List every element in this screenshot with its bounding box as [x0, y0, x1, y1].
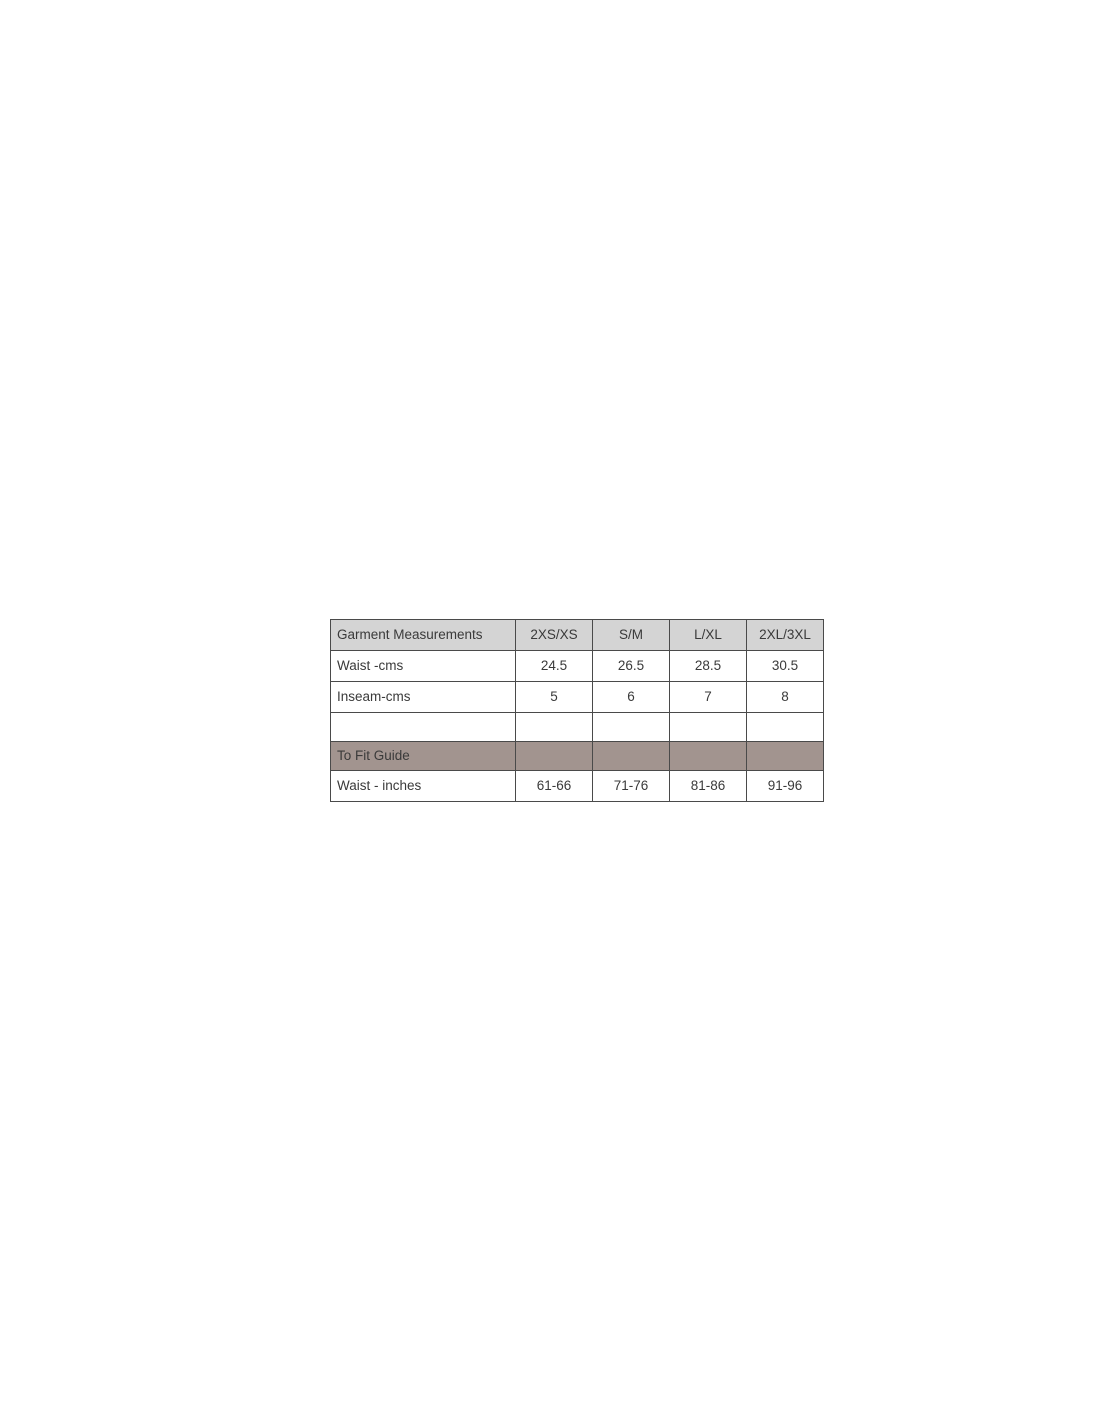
- row-label-waist-inches: Waist - inches: [331, 771, 516, 802]
- cell-waist-cms-lxl: 28.5: [670, 651, 747, 682]
- table-header-size-2: S/M: [593, 620, 670, 651]
- table-spacer-row: [331, 713, 824, 742]
- cell-inseam-cms-2xl3xl: 8: [747, 682, 824, 713]
- table-header-label: Garment Measurements: [331, 620, 516, 651]
- table-header-size-3: L/XL: [670, 620, 747, 651]
- spacer-cell-2: [593, 713, 670, 742]
- section-label-to-fit-guide: To Fit Guide: [331, 742, 516, 771]
- cell-waist-inches-2xsxs: 61-66: [516, 771, 593, 802]
- cell-inseam-cms-lxl: 7: [670, 682, 747, 713]
- table-row: [331, 651, 824, 682]
- table-row: [331, 682, 824, 713]
- cell-waist-cms-2xsxs: 24.5: [516, 651, 593, 682]
- row-label-inseam-cms: Inseam-cms: [331, 682, 516, 713]
- row-label-waist-cms: Waist -cms: [331, 651, 516, 682]
- cell-inseam-cms-2xsxs: 5: [516, 682, 593, 713]
- cell-inseam-cms-sm: 6: [593, 682, 670, 713]
- section-cell-4: [747, 742, 824, 771]
- cell-waist-cms-sm: 26.5: [593, 651, 670, 682]
- table-header-size-4: 2XL/3XL: [747, 620, 824, 651]
- section-cell-2: [593, 742, 670, 771]
- spacer-cell-4: [747, 713, 824, 742]
- cell-waist-cms-2xl3xl: 30.5: [747, 651, 824, 682]
- table-row: [331, 771, 824, 802]
- table-header-size-1: 2XS/XS: [516, 620, 593, 651]
- spacer-cell-label: [331, 713, 516, 742]
- cell-waist-inches-sm: 71-76: [593, 771, 670, 802]
- size-guide-table: [330, 619, 824, 802]
- cell-waist-inches-lxl: 81-86: [670, 771, 747, 802]
- section-cell-3: [670, 742, 747, 771]
- section-cell-1: [516, 742, 593, 771]
- cell-waist-inches-2xl3xl: 91-96: [747, 771, 824, 802]
- table-header-row: [331, 620, 824, 651]
- table-section-row: [331, 742, 824, 771]
- size-guide-table-container: [330, 619, 811, 802]
- spacer-cell-3: [670, 713, 747, 742]
- spacer-cell-1: [516, 713, 593, 742]
